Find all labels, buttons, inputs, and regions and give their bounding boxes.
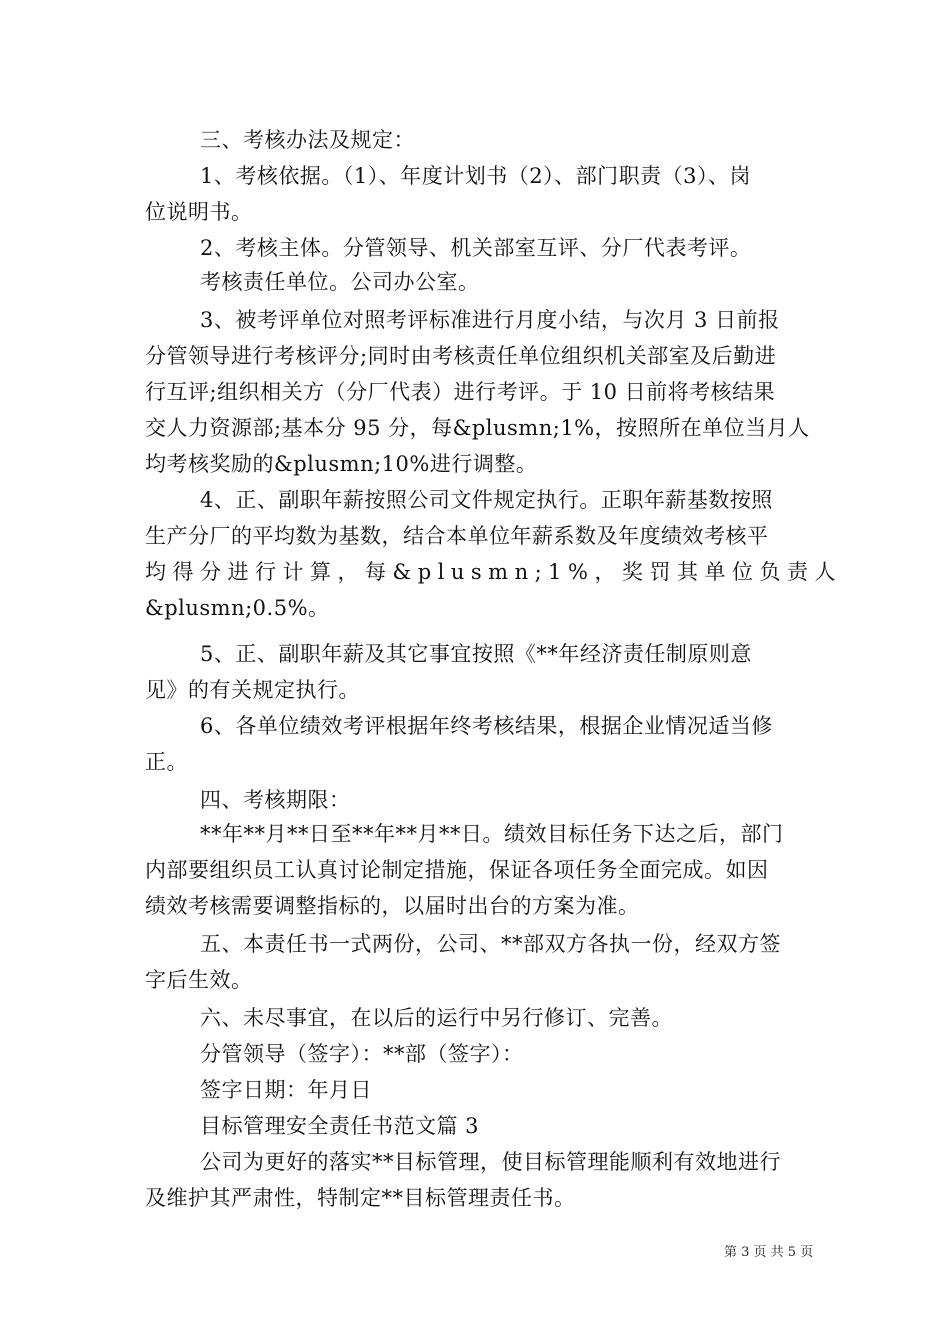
paragraph-line: 见》的有关规定执行。 [145,678,360,702]
paragraph-line: 公司为更好的落实**目标管理，使目标管理能顺利有效地进行 [200,1150,781,1174]
paragraph-line: 内部要组织员工认真讨论制定措施，保证各项任务全面完成。如因 [145,858,769,882]
paragraph-line: 正。 [145,750,188,774]
page-number: 第 3 页 共 5 页 [724,1245,814,1260]
subtitle: 目标管理安全责任书范文篇 3 [200,1114,480,1138]
section-heading: 四、考核期限： [200,788,351,812]
paragraph-line: 及维护其严肃性，特制定**目标管理责任书。 [145,1186,576,1210]
paragraph-line: 绩效考核需要调整指标的，以届时出台的方案为准。 [145,894,640,918]
paragraph-line: 1、考核依据。（1）、年度计划书（2）、部门职责（3）、岗 [200,164,751,188]
paragraph-line: 分管领导进行考核评分;同时由考核责任单位组织机关部室及后勤进 [145,344,777,368]
paragraph-line: 3、被考评单位对照考评标准进行月度小结，与次月 3 日前报 [200,308,780,332]
paragraph-line: 交人力资源部;基本分 95 分，每&plusmn;1%，按照所在单位当月人 [145,416,810,440]
paragraph-line: 均得分进行计算，每&plusmn;1%，奖罚其单位负责人 [145,560,842,584]
paragraph-line: 2、考核主体。分管领导、机关部室互评、分厂代表考评。 [200,236,752,260]
signature-line: 分管领导（签字）：**部（签字）： [200,1042,524,1066]
paragraph-line: 均考核奖励的&plusmn;10%进行调整。 [145,452,538,476]
paragraph-line: 5、正、副职年薪及其它事宜按照《**年经济责任制原则意 [200,642,752,666]
paragraph-line: 生产分厂的平均数为基数，结合本单位年薪系数及年度绩效考核平 [145,524,769,548]
paragraph-line: 五、本责任书一式两份，公司、**部双方各执一份，经双方签 [200,932,781,956]
paragraph-line: 行互评;组织相关方（分厂代表）进行考评。于 10 日前将考核结果 [145,380,776,404]
section-heading: 三、考核办法及规定： [200,128,415,152]
paragraph-line: 字后生效。 [145,968,253,992]
paragraph-line: 4、正、副职年薪按照公司文件规定执行。正职年薪基数按照 [200,488,773,512]
date-line: 签字日期：年月日 [200,1078,372,1102]
paragraph-line: 考核责任单位。公司办公室。 [200,270,480,294]
paragraph-line: 位说明书。 [145,200,253,224]
paragraph-line: 六、未尽事宜，在以后的运行中另行修订、完善。 [200,1006,673,1030]
paragraph-line: &plusmn;0.5%。 [145,596,330,620]
paragraph-line: 6、各单位绩效考评根据年终考核结果，根据企业情况适当修 [200,714,773,738]
paragraph-line: **年**月**日至**年**月**日。绩效目标任务下达之后，部门 [200,822,784,846]
